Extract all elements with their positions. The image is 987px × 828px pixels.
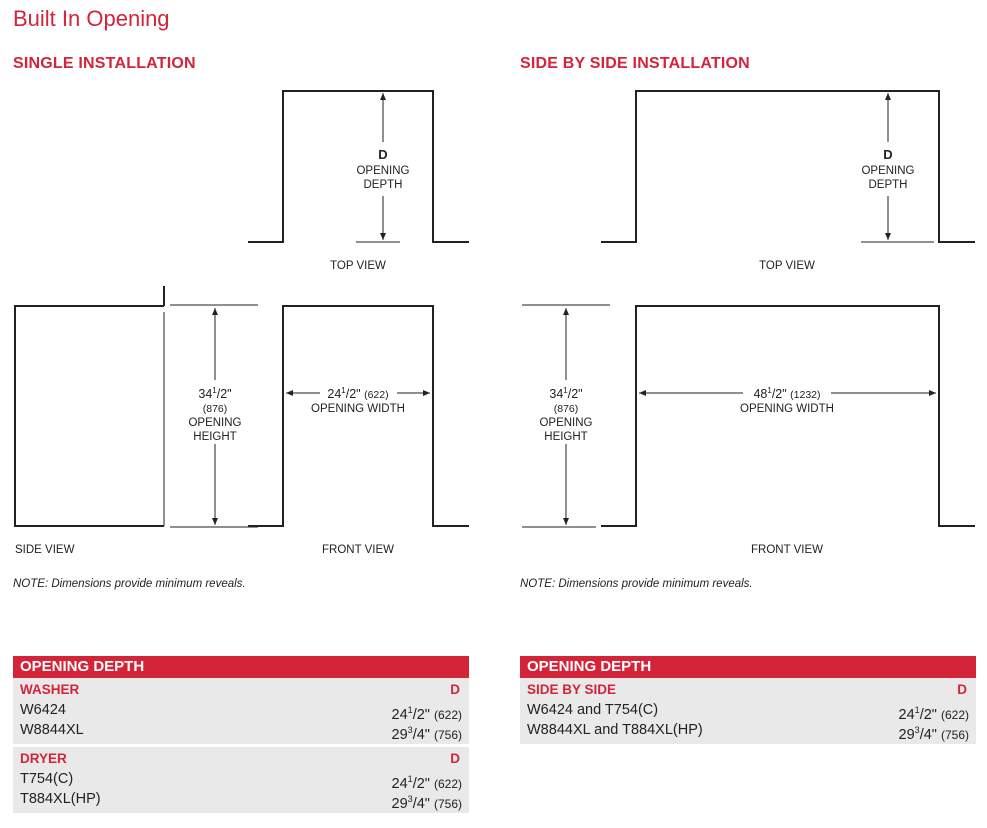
sbs-width-value: $48^1/2$" (1232) xyxy=(753,386,821,401)
sbs-depth-label-line2: DEPTH xyxy=(868,179,908,191)
single-depth-letter: D xyxy=(378,147,388,162)
sbs-front-view-caption: FRONT VIEW xyxy=(751,544,823,556)
single-height-value: $34^1/2$" xyxy=(198,386,232,401)
model-name: T884XL(HP) xyxy=(20,791,101,807)
sbs-height-value: $34^1/2$" xyxy=(549,386,583,401)
single-width-label: OPENING WIDTH xyxy=(311,403,405,415)
single-side-view-outline xyxy=(15,306,164,526)
model-name: T754(C) xyxy=(20,771,74,787)
single-side-view-caption: SIDE VIEW xyxy=(15,544,75,556)
table-header: OPENING DEPTH xyxy=(520,656,976,678)
single-side-view xyxy=(15,286,164,556)
sbs-front-view xyxy=(601,306,975,556)
single-height-dimension xyxy=(170,305,258,527)
single-front-view-outline xyxy=(248,306,469,526)
model-name: W6424 and T754(C) xyxy=(527,702,659,718)
single-note: NOTE: Dimensions provide minimum reveals. xyxy=(13,578,246,590)
sbs-height-metric: (876) xyxy=(553,403,579,415)
table-row xyxy=(527,700,969,723)
opening-depth-table-single xyxy=(13,656,469,816)
table-row xyxy=(527,720,969,743)
table-row xyxy=(20,789,462,812)
table-row xyxy=(20,769,462,792)
opening-depth-table-side-by-side xyxy=(520,656,976,747)
single-front-view xyxy=(248,306,469,556)
single-height-label-line1: OPENING xyxy=(188,417,242,429)
single-top-view xyxy=(248,91,469,272)
sbs-depth-label-line1: OPENING xyxy=(861,165,915,177)
sbs-top-view-caption: TOP VIEW xyxy=(759,260,815,272)
table-row xyxy=(20,720,462,743)
single-depth-label-line2: DEPTH xyxy=(363,179,403,191)
table-group-dryer xyxy=(13,747,469,813)
group-label: DRYER xyxy=(20,751,67,766)
group-label: WASHER xyxy=(20,682,80,697)
table-header: OPENING DEPTH xyxy=(13,656,469,678)
depth-value: $29^3/4$" (756) xyxy=(898,725,969,743)
depth-value: $24^1/2$" (622) xyxy=(391,705,462,723)
page-title: Built In Opening xyxy=(13,6,170,31)
single-width-value: $24^1/2$" (622) xyxy=(327,386,389,401)
sbs-height-dimension xyxy=(522,305,610,527)
single-height-metric: (876) xyxy=(202,403,228,415)
depth-value: $29^3/4$" (756) xyxy=(391,725,462,743)
group-column-label: D xyxy=(957,682,967,697)
depth-value: $29^3/4$" (756) xyxy=(391,794,462,812)
single-height-label-line2: HEIGHT xyxy=(193,431,237,443)
sbs-top-view-outline xyxy=(601,91,975,242)
sbs-top-view xyxy=(601,91,975,272)
single-top-view-caption: TOP VIEW xyxy=(330,260,386,272)
side-by-side-installation-heading: SIDE BY SIDE INSTALLATION xyxy=(520,55,750,72)
depth-value: $24^1/2$" (622) xyxy=(898,705,969,723)
table-group-side-by-side xyxy=(520,678,976,744)
single-installation-heading: SINGLE INSTALLATION xyxy=(13,55,196,72)
sbs-depth-letter: D xyxy=(883,147,893,162)
sbs-note: NOTE: Dimensions provide minimum reveals. xyxy=(520,578,753,590)
group-column-label: D xyxy=(450,751,460,766)
model-name: W8844XL and T884XL(HP) xyxy=(527,722,703,738)
table-row xyxy=(20,700,462,723)
single-depth-label-line1: OPENING xyxy=(356,165,410,177)
group-column-label: D xyxy=(450,682,460,697)
sbs-height-label-line2: HEIGHT xyxy=(544,431,588,443)
group-label: SIDE BY SIDE xyxy=(527,682,617,697)
sbs-front-view-outline xyxy=(601,306,975,526)
depth-value: $24^1/2$" (622) xyxy=(391,774,462,792)
model-name: W8844XL xyxy=(20,722,84,738)
single-front-view-caption: FRONT VIEW xyxy=(322,544,394,556)
sbs-height-label-line1: OPENING xyxy=(539,417,593,429)
table-group-washer xyxy=(13,678,469,744)
sbs-width-label: OPENING WIDTH xyxy=(740,403,834,415)
model-name: W6424 xyxy=(20,702,66,718)
